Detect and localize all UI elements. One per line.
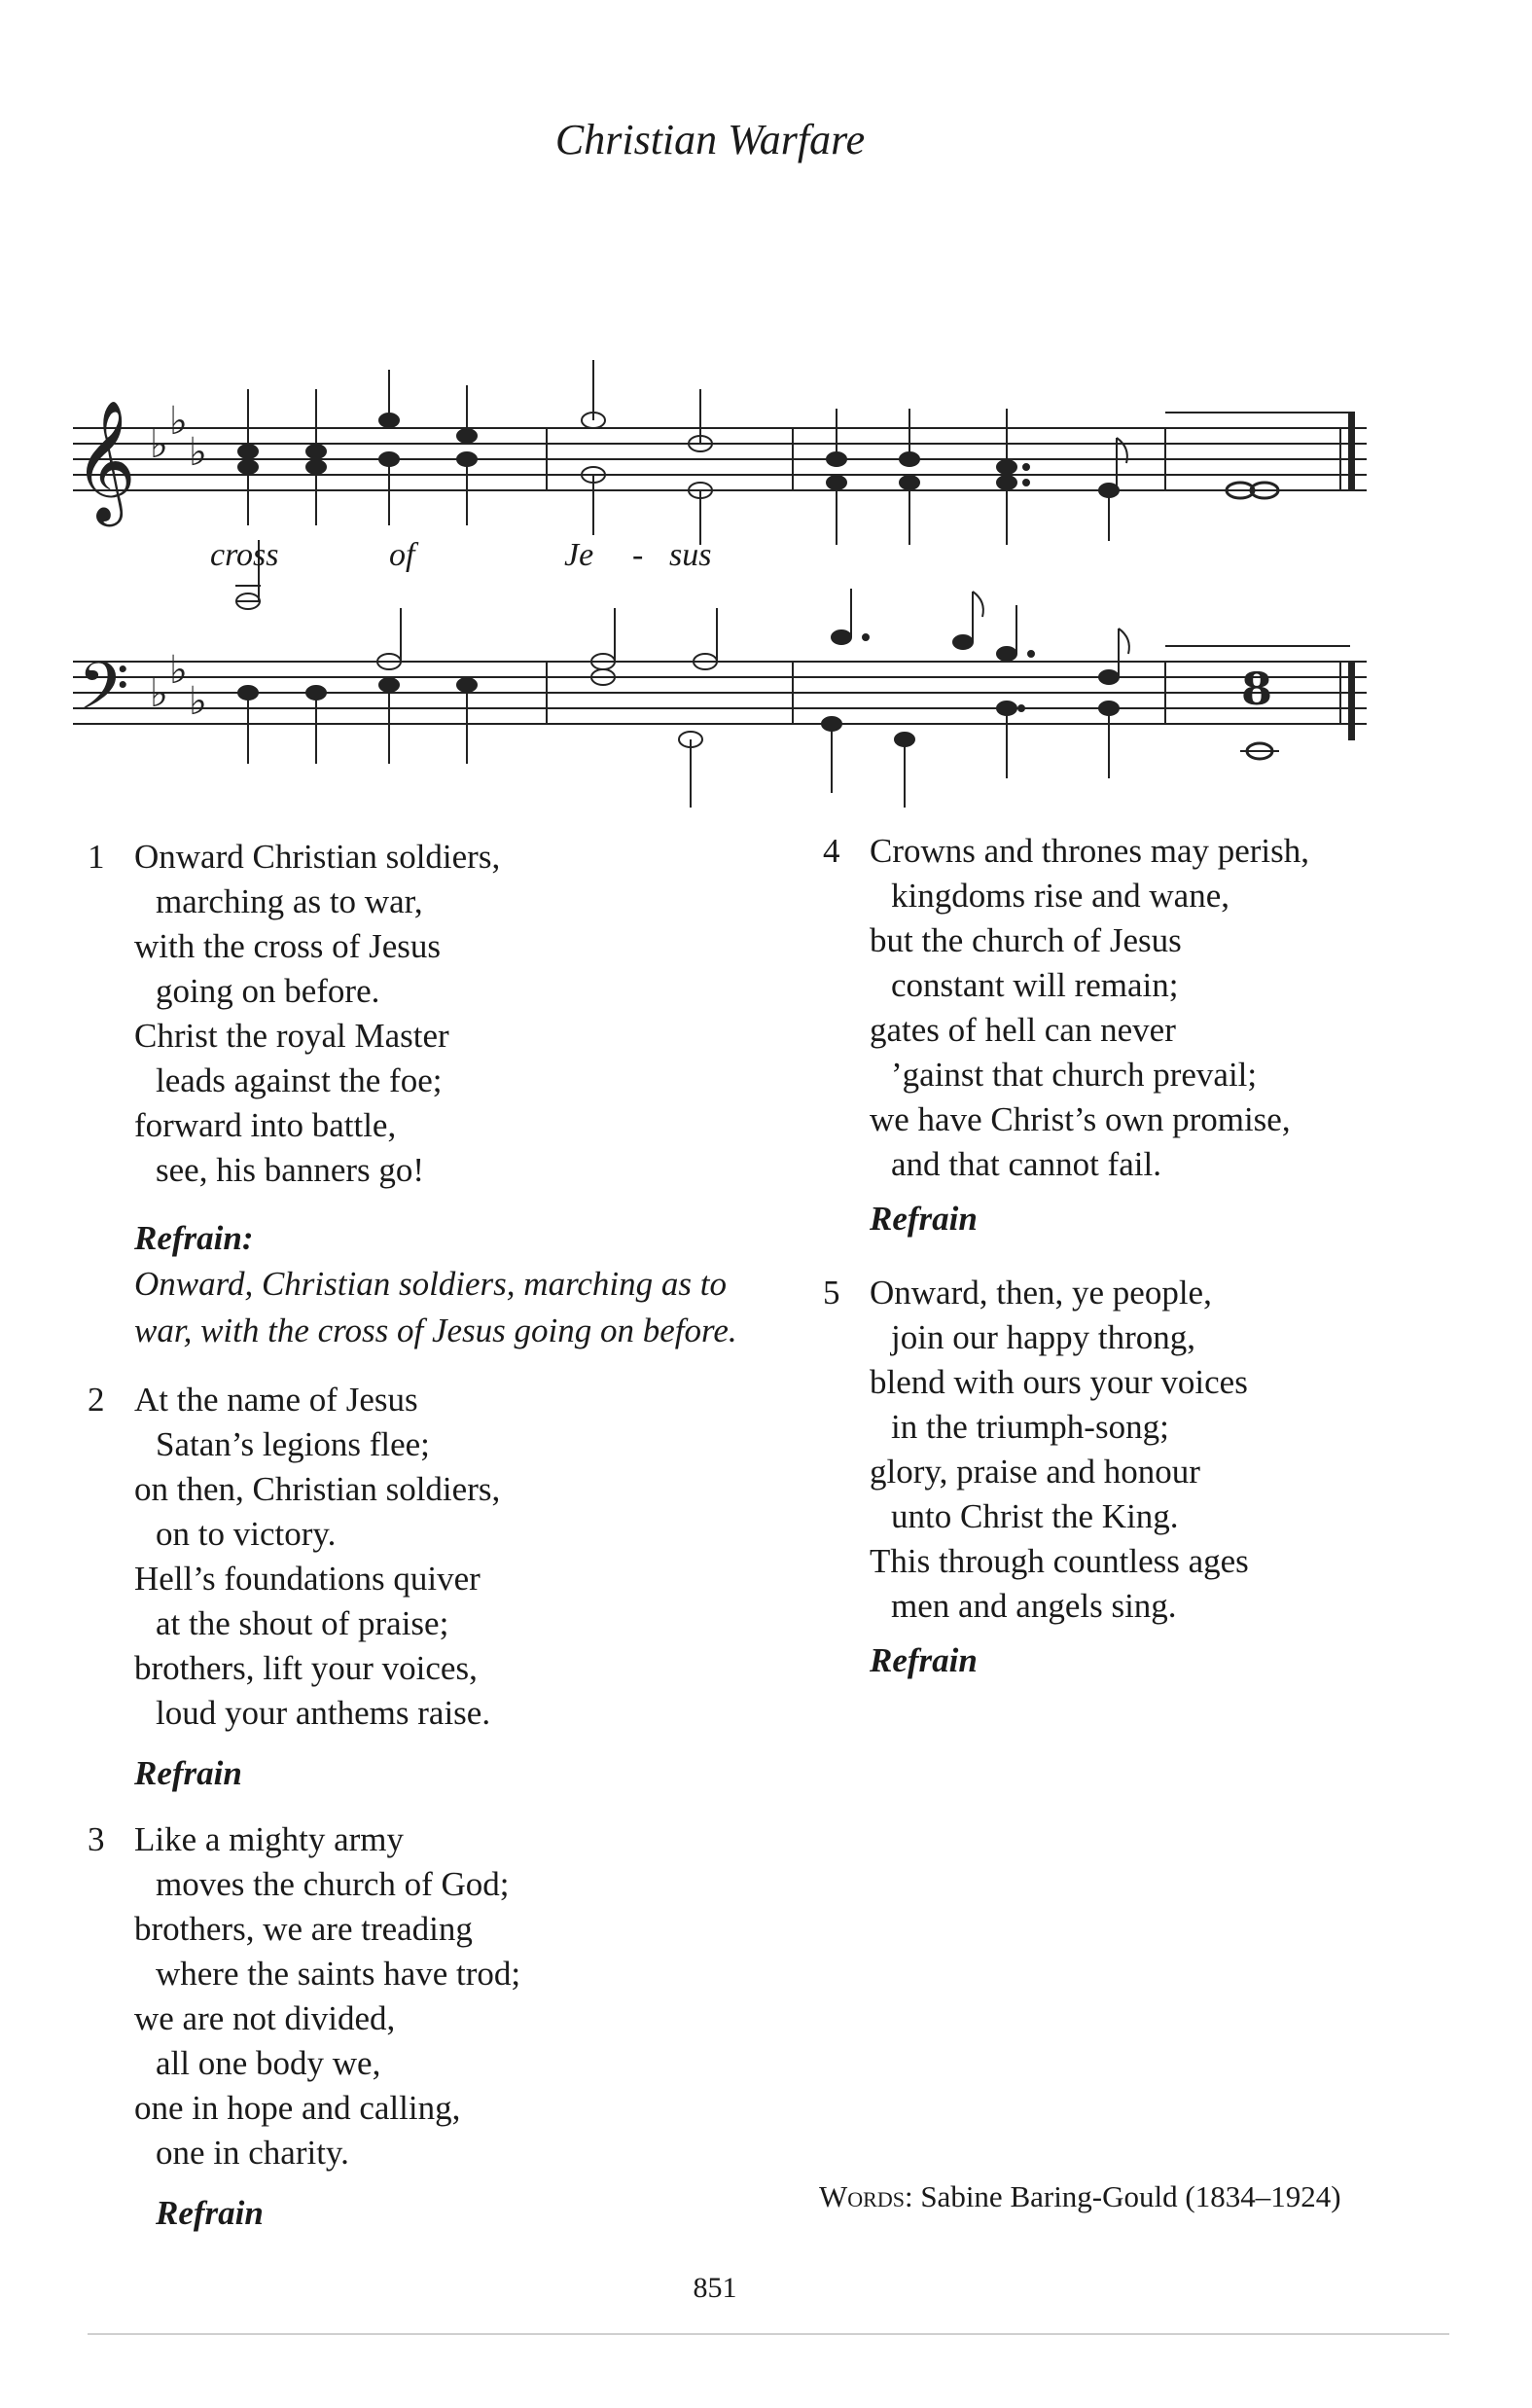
- refrain-label: Refrain: [870, 1200, 978, 1238]
- verse-line: join our happy throng,: [891, 1318, 1196, 1356]
- hymn-title: Christian Warfare: [554, 116, 866, 163]
- refrain-text: war, with the cross of Jesus going on before.: [134, 1312, 737, 1349]
- verse-line: Onward, then, ye people,: [870, 1274, 1212, 1312]
- underlay-syllable: sus: [669, 537, 712, 573]
- verse-line: brothers, we are treading: [134, 1910, 473, 1948]
- words-credit: [819, 2179, 1341, 2214]
- svg-text:♭: ♭: [169, 399, 188, 444]
- verse-line: loud your anthems raise.: [156, 1694, 491, 1732]
- verse-line: unto Christ the King.: [891, 1497, 1179, 1535]
- verse-line: on to victory.: [156, 1515, 337, 1553]
- verse-line: At the name of Jesus: [134, 1381, 418, 1419]
- verse-number: 4: [823, 832, 840, 870]
- verse-line: all one body we,: [156, 2044, 381, 2082]
- verse-line: Crowns and thrones may perish,: [870, 832, 1310, 870]
- svg-text:♭: ♭: [189, 430, 207, 475]
- bottom-rule: [88, 2333, 1449, 2335]
- verse-line: glory, praise and honour: [870, 1453, 1200, 1491]
- verse-line: we are not divided,: [134, 1999, 396, 2037]
- underlay-syllable: cross: [210, 537, 279, 573]
- underlay-syllable: Je: [564, 537, 594, 573]
- verse-line: where the saints have trod;: [156, 1955, 521, 1993]
- underlay-syllable: of: [389, 537, 415, 573]
- verse-line: see, his banners go!: [156, 1151, 425, 1189]
- credit-label: Words: [819, 2179, 905, 2213]
- svg-text:♭: ♭: [169, 648, 188, 693]
- verse-number: 3: [88, 1820, 105, 1858]
- verse-line: with the cross of Jesus: [134, 927, 441, 965]
- verse-line: gates of hell can never: [870, 1011, 1176, 1049]
- svg-text:8: 8: [1241, 663, 1273, 715]
- verse-number: 1: [88, 838, 105, 876]
- underlay-hyphen: -: [632, 537, 644, 573]
- verse-line: constant will remain;: [891, 966, 1179, 1004]
- refrain-label: Refrain: [134, 1754, 242, 1792]
- verse-line: Satan’s legions flee;: [156, 1425, 430, 1463]
- verse-line: we have Christ’s own promise,: [870, 1100, 1291, 1138]
- svg-text:𝄢: 𝄢: [78, 649, 129, 741]
- verse-line: Hell’s foundations quiver: [134, 1560, 481, 1598]
- verse-line: but the church of Jesus: [870, 921, 1182, 959]
- verse-line: This through countless ages: [870, 1542, 1249, 1580]
- svg-text:𝄞: 𝄞: [74, 400, 136, 521]
- verse-line: one in charity.: [156, 2134, 349, 2172]
- verse-line: forward into battle,: [134, 1106, 397, 1144]
- verse-line: and that cannot fail.: [891, 1145, 1161, 1183]
- verse-line: brothers, lift your voices,: [134, 1649, 478, 1687]
- verse-line: marching as to war,: [156, 882, 423, 920]
- page-number: 851: [693, 2272, 737, 2304]
- svg-text:♭: ♭: [150, 671, 168, 716]
- credit-author: : Sabine Baring-Gould (1834–1924): [904, 2179, 1341, 2213]
- svg-text:♭: ♭: [150, 422, 168, 467]
- verse-line: leads against the foe;: [156, 1061, 443, 1099]
- verse-line: moves the church of God;: [156, 1865, 510, 1903]
- verse-line: ’gainst that church prevail;: [891, 1056, 1258, 1094]
- verse-number: 2: [88, 1381, 105, 1419]
- refrain-label: Refrain: [870, 1641, 978, 1679]
- verse-line: Like a mighty army: [134, 1820, 405, 1858]
- verse-line: one in hope and calling,: [134, 2089, 461, 2127]
- verse-line: on then, Christian soldiers,: [134, 1470, 501, 1508]
- verse-line: kingdoms rise and wane,: [891, 877, 1229, 915]
- verse-line: going on before.: [156, 972, 380, 1010]
- verse-line: Onward Christian soldiers,: [134, 838, 501, 876]
- verse-line: Christ the royal Master: [134, 1017, 449, 1055]
- verse-line: blend with ours your voices: [870, 1363, 1248, 1401]
- refrain-label: Refrain:: [134, 1219, 254, 1257]
- refrain-label: Refrain: [156, 2194, 264, 2232]
- refrain-text: Onward, Christian soldiers, marching as to: [134, 1265, 727, 1303]
- verse-line: men and angels sing.: [891, 1587, 1177, 1625]
- verse-line: at the shout of praise;: [156, 1604, 449, 1642]
- verse-line: in the triumph-song;: [891, 1408, 1169, 1446]
- verse-number: 5: [823, 1274, 840, 1312]
- svg-text:♭: ♭: [189, 679, 207, 724]
- music-score: [68, 350, 1372, 817]
